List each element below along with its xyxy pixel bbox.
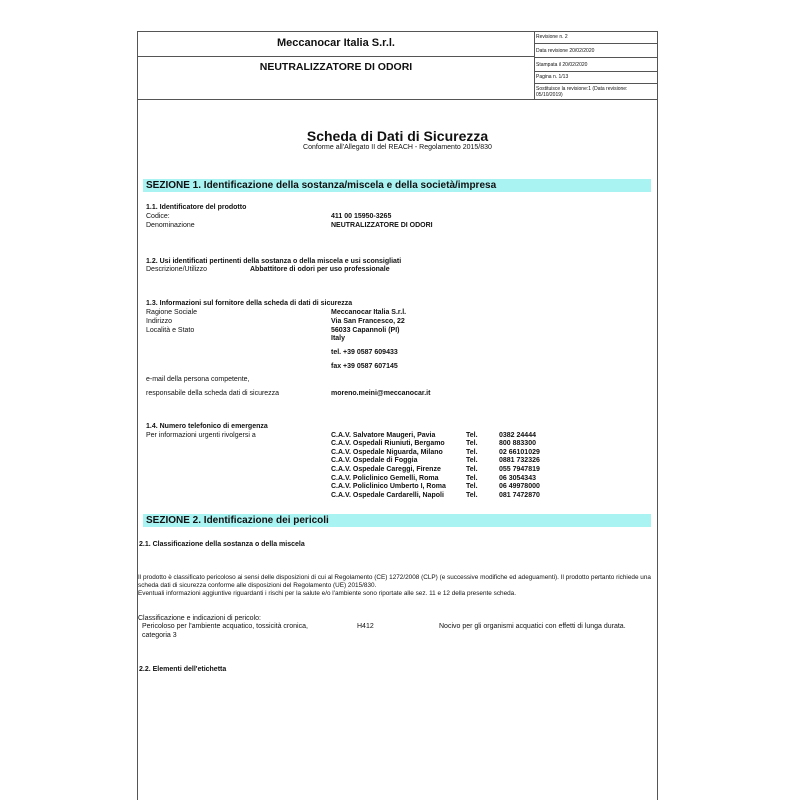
city-value: 56033 Capannoli (PI): [331, 327, 400, 334]
hazard-description: Nocivo per gli organismi acquatici con effetti di lunga durata.: [439, 623, 626, 630]
divider: [534, 43, 657, 44]
phone-value: tel. +39 0587 609433: [331, 349, 398, 356]
section-1-heading: SEZIONE 1. Identificazione della sostanza/miscela e della società/impresa: [143, 179, 651, 192]
classification-paragraph: Il prodotto è classificato pericoloso ai sensi delle disposizioni di cui al Regolamento (CE) 1272/2008 (CLP) (e successive modifiche ed adeguamenti). Il prodotto pertanto richiede una scheda dati di sicurezza conforme alle disposizioni del Regolamento (UE) 2015/830.: [138, 574, 651, 589]
use-value: Abbattitore di odori per uso professionale: [250, 266, 390, 273]
city-label: Località e Stato: [146, 327, 195, 334]
code-label: Codice:: [146, 213, 170, 220]
poison-center-number: 0881 732326: [499, 457, 540, 464]
email-value: moreno.meini@meccanocar.it: [331, 390, 431, 397]
code-value: 411 00 15950-3265: [331, 213, 392, 220]
subsection-1-2-title: 1.2. Usi identificati pertinenti della sostanza o della miscela e usi sconsigliati: [146, 258, 402, 265]
poison-center-name: C.A.V. Ospedale di Foggia: [331, 457, 418, 464]
use-label: Descrizione/Utilizzo: [146, 266, 208, 273]
document-title: Scheda di Dati di Sicurezza: [306, 128, 489, 144]
document-page: [137, 31, 658, 800]
subsection-1-4-title: 1.4. Numero telefonico di emergenza: [146, 423, 268, 430]
poison-center-name: C.A.V. Ospedale Cardarelli, Napoli: [331, 492, 444, 499]
poison-center-number: 06 49978000: [499, 483, 540, 490]
address-label: Indirizzo: [146, 318, 173, 325]
poison-center-tel-label: Tel.: [466, 449, 478, 456]
hazard-class-line1: Pericoloso per l'ambiente acquatico, tossicità cronica,: [142, 623, 308, 630]
additional-info-paragraph: Eventuali informazioni aggiuntive riguardanti i rischi per la salute e/o l'ambiente sono riportate alle sez. 11 e 12 della presente scheda.: [138, 590, 517, 597]
divider: [534, 57, 657, 58]
address-value: Via San Francesco, 22: [331, 318, 405, 325]
classification-label: Classificazione e indicazioni di pericolo:: [138, 615, 261, 622]
divider: [534, 71, 657, 72]
poison-center-number: 800 883300: [499, 440, 536, 447]
emergency-label: Per informazioni urgenti rivolgersi a: [146, 432, 256, 439]
country-value: Italy: [331, 335, 346, 342]
poison-center-name: C.A.V. Salvatore Maugeri, Pavia: [331, 432, 436, 439]
revision-date: Data revisione 20/02/2020: [536, 48, 595, 54]
poison-center-name: C.A.V. Ospedale Niguarda, Milano: [331, 449, 443, 456]
poison-center-name: C.A.V. Ospedali Riuniuti, Bergamo: [331, 440, 445, 447]
section-2-heading: SEZIONE 2. Identificazione dei pericoli: [143, 514, 651, 527]
poison-center-tel-label: Tel.: [466, 432, 478, 439]
revision-number: Revisione n. 2: [536, 34, 568, 40]
company-name: Meccanocar Italia S.r.l.: [138, 32, 534, 57]
poison-center-name: C.A.V. Policlinico Umberto I, Roma: [331, 483, 446, 490]
poison-center-tel-label: Tel.: [466, 440, 478, 447]
header-left: [138, 32, 535, 99]
name-label: Denominazione: [146, 222, 195, 229]
poison-center-tel-label: Tel.: [466, 457, 478, 464]
poison-center-number: 02 66101029: [499, 449, 540, 456]
poison-center-tel-label: Tel.: [466, 466, 478, 473]
poison-center-name: C.A.V. Ospedale Careggi, Firenze: [331, 466, 441, 473]
hazard-class-line2: categoria 3: [142, 632, 177, 639]
document-header: [138, 32, 657, 100]
poison-center-tel-label: Tel.: [466, 492, 478, 499]
document-subtitle: Conforme all'Allegato II del REACH - Regolamento 2015/830: [303, 144, 492, 151]
subsection-1-3-title: 1.3. Informazioni sul fornitore della scheda di dati di sicurezza: [146, 300, 353, 307]
product-name: NEUTRALIZZATORE DI ODORI: [259, 61, 413, 73]
header-revision-info: [534, 32, 657, 99]
page-number: Pagina n. 1/13: [536, 74, 569, 80]
poison-center-number: 0382 24444: [499, 432, 536, 439]
print-date: Stampata il 20/02/2020: [536, 62, 588, 68]
poison-center-tel-label: Tel.: [466, 475, 478, 482]
hazard-code: H412: [357, 623, 374, 630]
subsection-1-1-title: 1.1. Identificatore del prodotto: [146, 204, 247, 211]
poison-center-name: C.A.V. Policlinico Gemelli, Roma: [331, 475, 439, 482]
email-label-line2: responsabile della scheda dati di sicurezza: [146, 390, 280, 397]
poison-center-number: 081 7472870: [499, 492, 540, 499]
company-label: Ragione Sociale: [146, 309, 197, 316]
subsection-2-1-title: 2.1. Classificazione della sostanza o della miscela: [139, 541, 305, 548]
divider: [534, 83, 657, 84]
poison-center-number: 055 7947819: [499, 466, 540, 473]
company-value: Meccanocar Italia S.r.l.: [331, 309, 407, 316]
name-value: NEUTRALIZZATORE DI ODORI: [331, 222, 433, 229]
poison-center-tel-label: Tel.: [466, 483, 478, 490]
poison-center-number: 06 3054343: [499, 475, 536, 482]
supersedes-revision: Sostituisce la revisione:1 (Data revisione: 05/10/2019): [536, 86, 628, 98]
email-label-line1: e-mail della persona competente,: [146, 376, 250, 383]
subsection-2-2-title: 2.2. Elementi dell'etichetta: [139, 666, 227, 673]
fax-value: fax +39 0587 607145: [331, 363, 398, 370]
